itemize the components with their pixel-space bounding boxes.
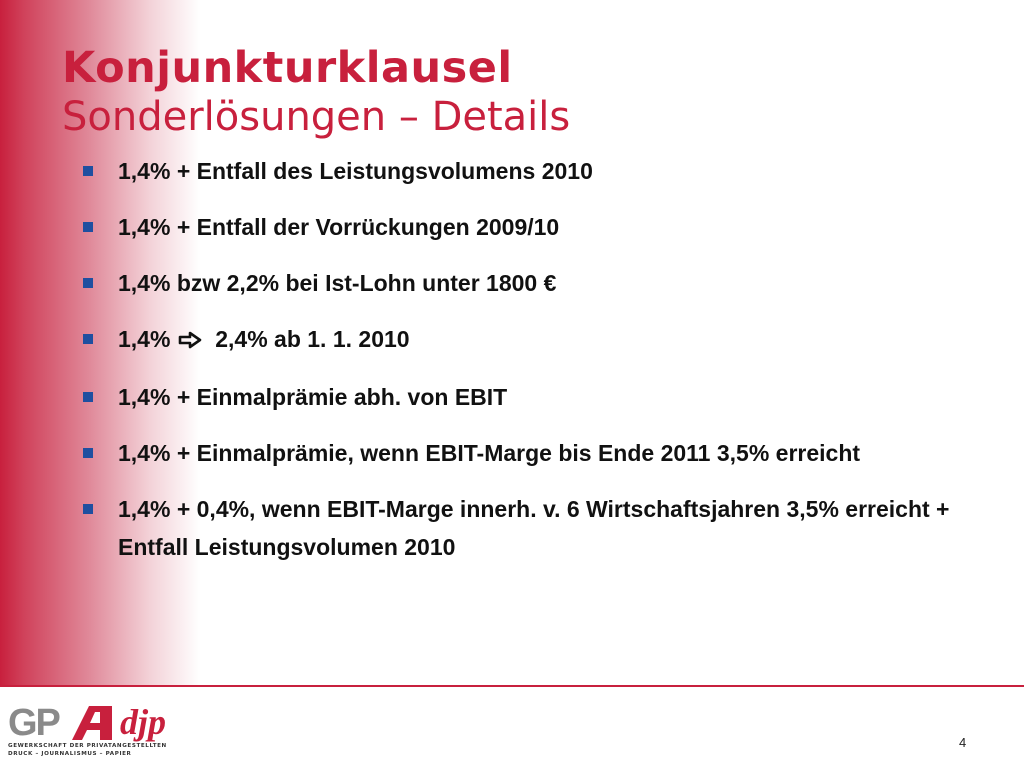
bullet-text: 1,4% + Entfall der Vorrückungen 2009/10: [118, 214, 560, 240]
logo-caption: [8, 742, 178, 758]
logo-gp-text: GP: [8, 702, 59, 744]
square-bullet-icon: [83, 278, 93, 288]
logo-a-mark-icon: [72, 706, 112, 745]
logo-caption-line2: DRUCK – JOURNALISMUS – PAPIER: [8, 751, 132, 757]
bullet-text: 1,4% + Einmalprämie abh. von EBIT: [118, 384, 508, 410]
square-bullet-icon: [83, 222, 93, 232]
logo-djp-text: djp: [120, 702, 167, 742]
slide-subtitle: Sonderlösungen – Details: [62, 94, 571, 140]
square-bullet-icon: [83, 448, 93, 458]
bullet-list: [80, 152, 1010, 584]
bullet-item: [80, 378, 1010, 416]
slide-title: Konjunkturklausel: [62, 43, 513, 93]
bullet-text: 1,4% + 0,4%, wenn EBIT-Marge innerh. v. 6 Wirtschaftsjahren 3,5% erreicht + Entfall Leistungsvolumen 2010: [118, 496, 950, 560]
arrow-right-icon: [177, 322, 203, 360]
bullet-item: [80, 490, 1010, 566]
footer-divider: [0, 685, 1024, 687]
bullet-text: 1,4% + Entfall des Leistungsvolumens 2010: [118, 158, 593, 184]
square-bullet-icon: [83, 166, 93, 176]
square-bullet-icon: [83, 504, 93, 514]
bullet-text: 2,4% ab 1. 1. 2010: [215, 326, 410, 352]
bullet-item: [80, 264, 1010, 302]
bullet-item: [80, 152, 1010, 190]
gpa-djp-logo: [8, 704, 188, 762]
bullet-item: [80, 320, 1010, 360]
square-bullet-icon: [83, 392, 93, 402]
bullet-prefix: 1,4%: [118, 326, 171, 352]
bullet-text: 1,4% + Einmalprämie, wenn EBIT-Marge bis Ende 2011 3,5% erreicht: [118, 440, 861, 466]
title-block: [62, 42, 570, 142]
bullet-item: [80, 208, 1010, 246]
bullet-text: 1,4% bzw 2,2% bei Ist-Lohn unter 1800 €: [118, 270, 557, 296]
page-number: 4: [959, 735, 967, 750]
bullet-item: [80, 434, 948, 472]
square-bullet-icon: [83, 334, 93, 344]
logo-caption-line1: GEWERKSCHAFT DER PRIVATANGESTELLTEN: [8, 743, 167, 749]
